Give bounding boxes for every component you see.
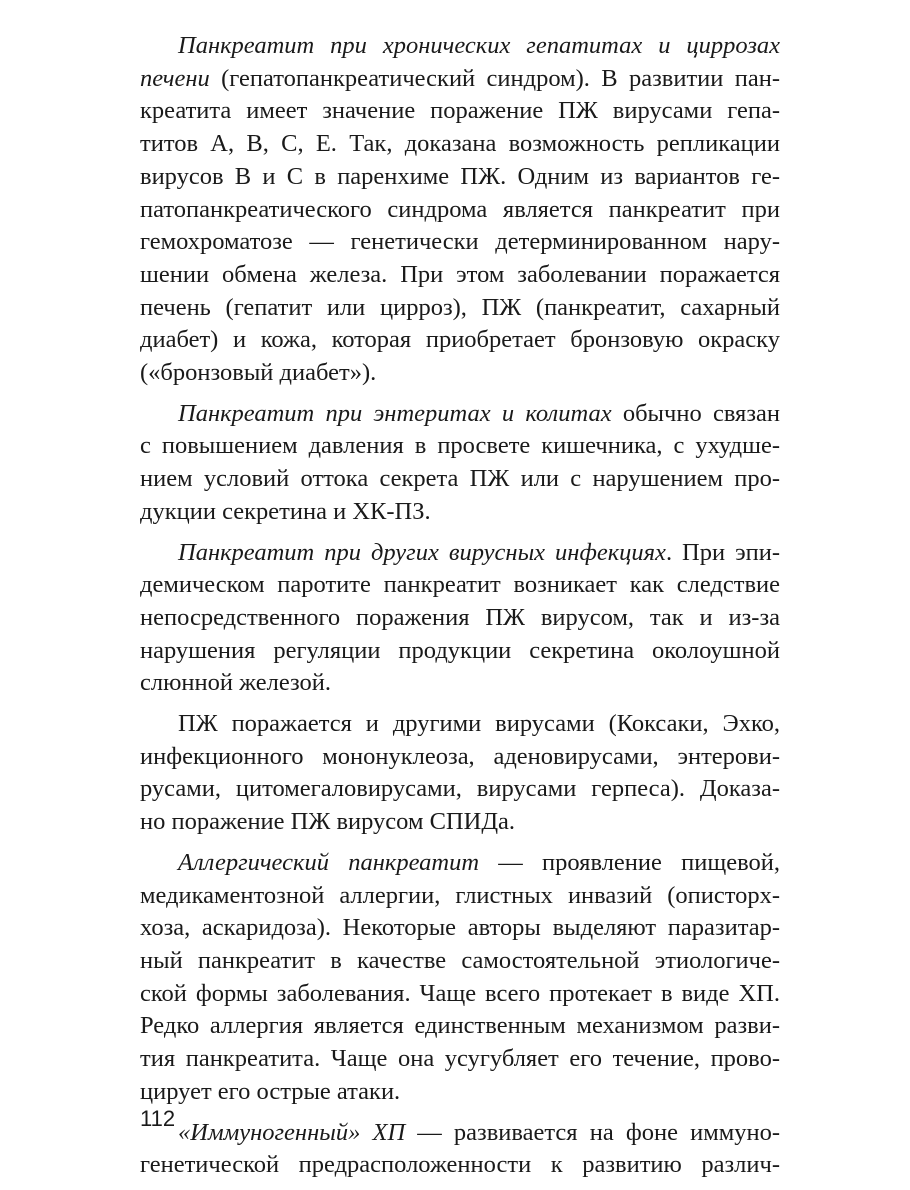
text-line: с повышением давления в просвете кишечника, с ухудше-: [140, 432, 780, 460]
text-line: нием условий оттока секрета ПЖ или с нарушением про-: [140, 465, 780, 493]
text-line: печени (гепатопанкреатический синдром). В развитии пан-: [140, 64, 780, 92]
paragraph-immunogenic: [140, 1117, 780, 1182]
text-line: дукции секретина и ХК-ПЗ.: [140, 497, 431, 525]
text-line: ской формы заболевания. Чаще всего протекает в виде ХП.: [140, 979, 780, 1007]
text-line: Редко аллергия является единственным механизмом разви-: [140, 1012, 780, 1040]
text-line: диабет) и кожа, которая приобретает бронзовую окраску: [140, 326, 780, 354]
paragraph-other-viruses: [140, 708, 780, 839]
paragraph-other-viral: [140, 537, 780, 701]
text-line: цирует его острые атаки.: [140, 1077, 401, 1105]
text-line: титов A, B, C, E. Так, доказана возможность репликации: [140, 130, 780, 158]
text-line: вирусов B и C в паренхиме ПЖ. Одним из вариантов ге-: [140, 162, 780, 190]
italic-term: Аллергический панкреатит: [178, 848, 480, 876]
text-line: но поражение ПЖ вирусом СПИДа.: [140, 808, 516, 836]
paragraph-hepatitis-cirrhosis: [140, 30, 780, 390]
paragraph-allergic: [140, 847, 780, 1109]
text-line: нарушения регуляции продукции секретина околоушной: [140, 636, 780, 664]
text-line: инфекционного мононуклеоза, аденовирусами, энтерови-: [140, 742, 780, 770]
text-line: печень (гепатит или цирроз), ПЖ (панкреатит, сахарный: [140, 293, 780, 321]
text-line: патопанкреатического синдрома является панкреатит при: [140, 195, 780, 223]
text-line: ный панкреатит в качестве самостоятельной этиологиче-: [140, 946, 780, 974]
text-line: креатита имеет значение поражение ПЖ вирусами гепа-: [140, 97, 780, 125]
text-line: Панкреатит при энтеритах и колитах обычно связан: [178, 399, 780, 427]
book-page: [140, 30, 780, 1190]
italic-term: Панкреатит при энтеритах и колитах: [178, 399, 612, 427]
italic-term: «Иммуногенный» ХП: [178, 1118, 406, 1146]
italic-term: Панкреатит при хронических гепатитах и циррозах: [178, 32, 780, 59]
text-line: «Иммуногенный» ХП — развивается на фоне иммуно-: [178, 1118, 780, 1146]
text-line: гемохроматозе — генетически детерминированном нару-: [140, 228, 780, 256]
page-number: 112: [140, 1106, 176, 1131]
text-line: медикаментозной аллергии, глистных инвазий (описторх-: [140, 881, 780, 909]
italic-term: печени: [140, 64, 210, 92]
text-line: генетической предрасположенности к развитию различ-: [140, 1151, 780, 1179]
paragraph-enteritis-colitis: [140, 398, 780, 529]
text-line: ПЖ поражается и другими вирусами (Коксаки, Эхко,: [178, 710, 780, 738]
text-line: [140, 30, 780, 63]
italic-term: Панкреатит при других вирусных инфекциях: [178, 538, 666, 566]
text-line: русами, цитомегаловирусами, вирусами герпеса). Доказа-: [140, 775, 780, 803]
text-line: тия панкреатита. Чаще она усугубляет его течение, прово-: [140, 1045, 780, 1073]
text-line: шении обмена железа. При этом заболевании поражается: [140, 260, 780, 288]
text-line: слюнной железой.: [140, 669, 332, 697]
text-line: Аллергический панкреатит — проявление пищевой,: [178, 848, 780, 876]
text-line: («бронзовый диабет»).: [140, 359, 377, 387]
text-line: демическом паротите панкреатит возникает как следствие: [140, 571, 780, 599]
text-line: непосредственного поражения ПЖ вирусом, так и из-за: [140, 603, 780, 631]
text-line: Панкреатит при других вирусных инфекциях. При эпи-: [178, 538, 781, 566]
text-line: хоза, аскаридоза). Некоторые авторы выделяют паразитар-: [140, 914, 780, 942]
